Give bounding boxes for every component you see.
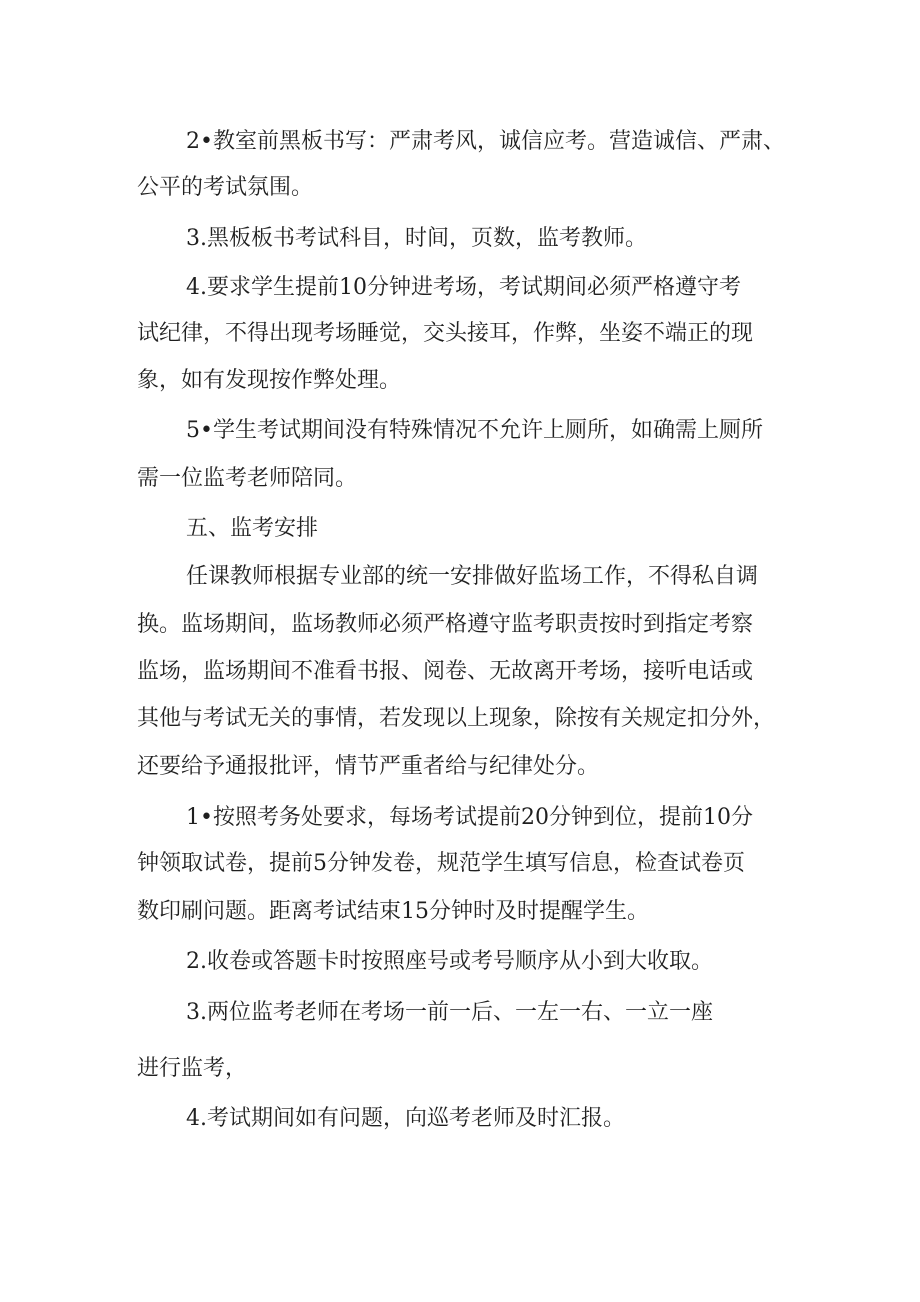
paragraph-line: 4.考试期间如有问题，向巡考老师及时汇报。 [186,1106,625,1131]
paragraph-line: 3.黑板板书考试科目，时间，页数，监考教师。 [186,226,647,251]
paragraph-line: 需一位监考老师陪同。 [137,466,358,491]
paragraph-line: 2.收卷或答题卡时按照座号或考号顺序从小到大收取。 [186,949,713,974]
paragraph-line: 4.要求学生提前10分钟进考场，考试期间必须严格遵守考 [186,275,741,300]
paragraph-line: 换。监场期间，监场教师必须严格遵守监考职责按时到指定考察 [137,612,754,637]
paragraph-line: 监场，监场期间不准看书报、阅卷、无故离开考场，接听电话或 [137,659,754,684]
paragraph-line: 钟领取试卷，提前5分钟发卷，规范学生填写信息，检查试卷页 [137,851,745,876]
paragraph-line: 2•教室前黑板书写：严肃考风，诚信应考。营造诚信、严肃、 [186,129,785,154]
paragraph-line: 5•学生考试期间没有特殊情况不允许上厕所，如确需上厕所 [186,418,763,443]
paragraph-line: 1•按照考务处要求，每场考试提前20分钟到位，提前10分 [186,805,753,830]
paragraph-line: 数印刷问题。距离考试结束15分钟时及时提醒学生。 [137,899,649,924]
paragraph-line: 进行监考， [137,1056,248,1081]
paragraph-line: 3.两位监考老师在考场一前一后、一左一右、一立一座 [186,1000,713,1025]
paragraph-line: 公平的考试氛围。 [137,175,314,200]
paragraph-line: 试纪律，不得出现考场睡觉，交头接耳，作弊，坐姿不端正的现 [137,321,754,346]
paragraph-line: 其他与考试无关的事情，若发现以上现象，除按有关规定扣分外， [137,706,776,731]
section-heading: 五、监考安排 [186,516,319,541]
paragraph-line: 还要给予通报批评，情节严重者给与纪律处分。 [137,754,600,779]
paragraph-line: 任课教师根据专业部的统一安排做好监场工作，不得私自调 [186,564,759,589]
paragraph-line: 象，如有发现按作弊处理。 [137,368,402,393]
